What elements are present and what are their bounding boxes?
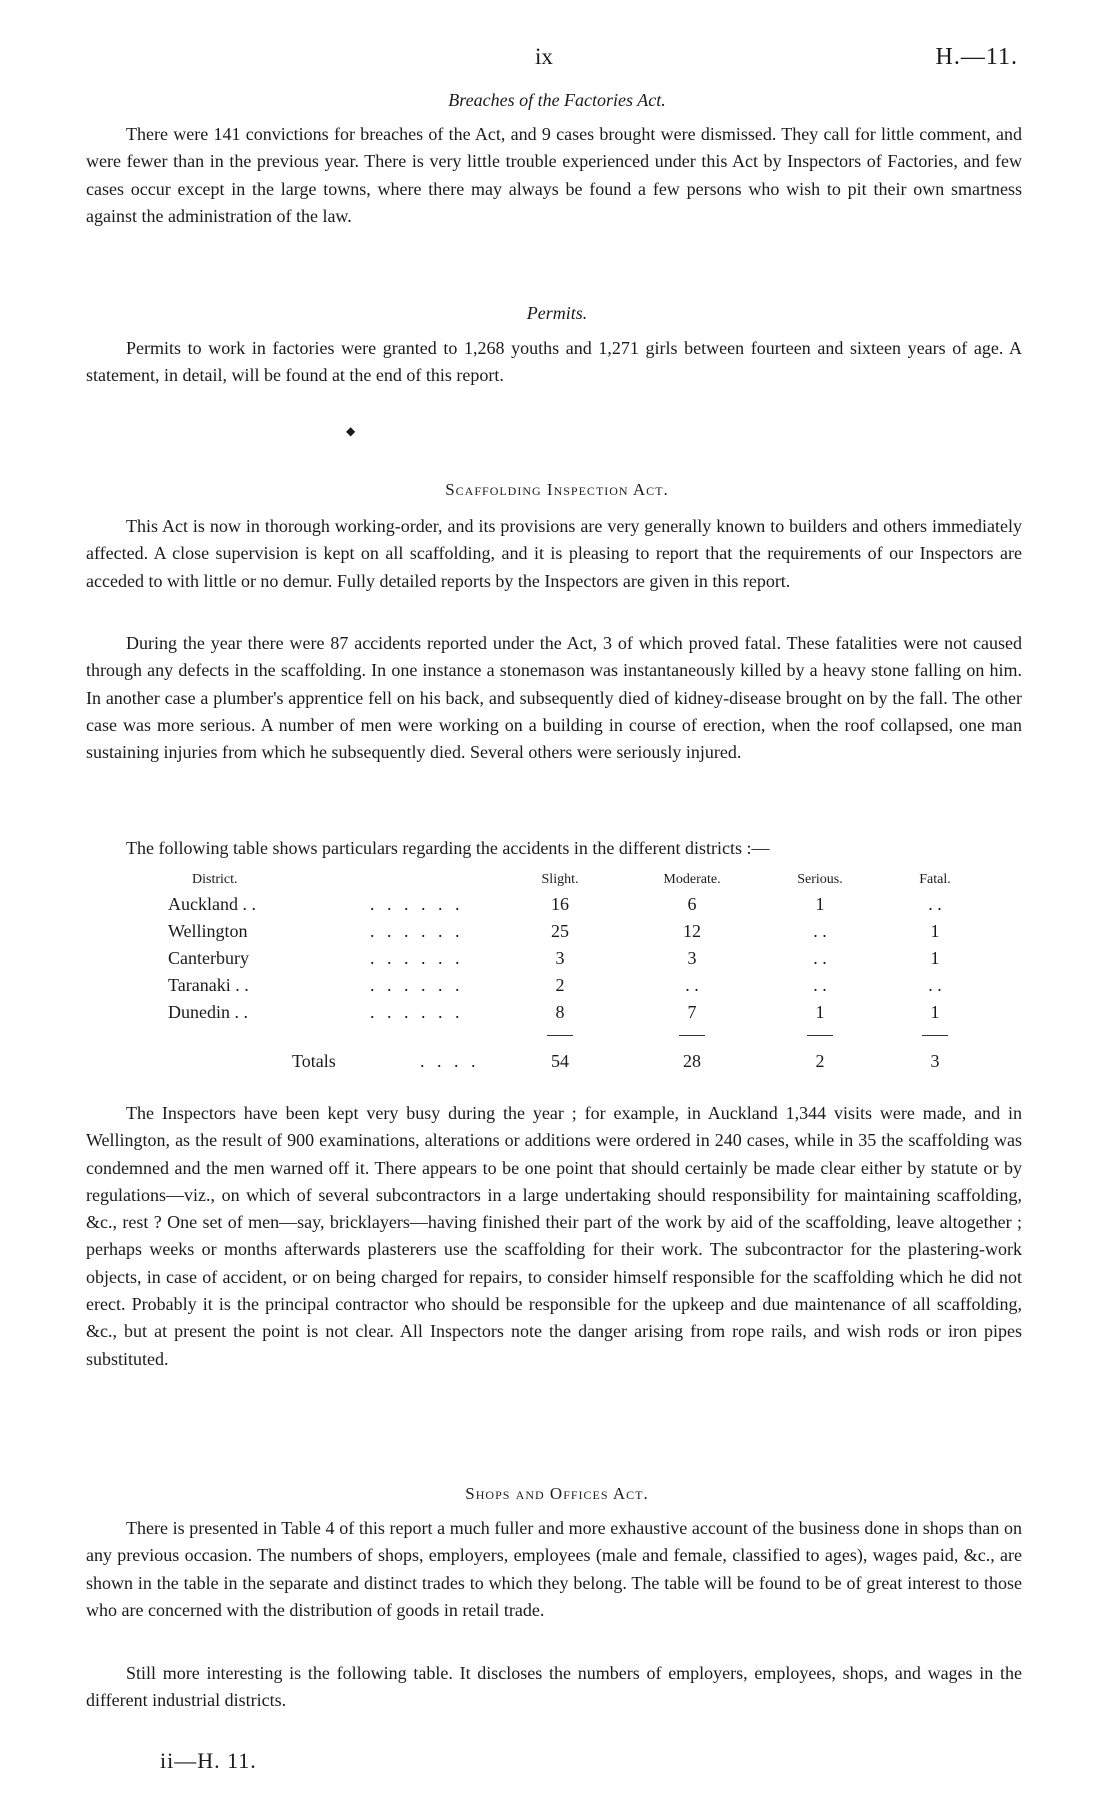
cell-slight: 3 bbox=[555, 948, 565, 968]
totals-row bbox=[120, 1051, 1000, 1078]
cell-district: Auckland . . bbox=[168, 894, 256, 914]
cell-fatal: . . bbox=[928, 975, 942, 995]
paragraph-scaffolding-2 bbox=[86, 630, 1022, 766]
totals-rule-row bbox=[120, 1029, 1000, 1051]
totals-label: Totals bbox=[292, 1051, 336, 1071]
accidents-table bbox=[120, 872, 1000, 1078]
cell-serious: 1 bbox=[815, 894, 825, 914]
table-row bbox=[120, 894, 1000, 921]
paragraph-shops-2 bbox=[86, 1660, 1022, 1715]
rule-slight bbox=[547, 1035, 573, 1036]
cell-district: Wellington bbox=[168, 921, 248, 941]
cell-slight: 2 bbox=[555, 975, 565, 995]
cell-district: Taranaki . . bbox=[168, 975, 249, 995]
rule-serious bbox=[807, 1035, 833, 1036]
cell-serious: . . bbox=[813, 948, 827, 968]
section-heading-breaches: Breaches of the Factories Act. bbox=[448, 90, 666, 110]
table-row bbox=[120, 1002, 1000, 1029]
header-district: District. bbox=[192, 872, 238, 887]
cell-fatal: 1 bbox=[930, 921, 940, 941]
cell-serious: . . bbox=[813, 975, 827, 995]
cell-serious: 1 bbox=[815, 1002, 825, 1022]
dot-leader: . . . . . . bbox=[370, 1002, 464, 1022]
header-fatal: Fatal. bbox=[919, 872, 951, 887]
header-moderate: Moderate. bbox=[663, 872, 721, 887]
total-fatal: 3 bbox=[930, 1051, 940, 1071]
paragraph-scaffolding-3 bbox=[86, 1100, 1022, 1373]
signature-mark: ii—H. 11. bbox=[160, 1748, 257, 1773]
header-serious: Serious. bbox=[797, 872, 843, 887]
table-row bbox=[120, 975, 1000, 1002]
dot-leader: . . . . . . bbox=[370, 894, 464, 914]
paragraph-scaffolding-3-text: The Inspectors have been kept very busy during the year ; for example, in Auckland 1,344 visits were made, and in Wellington, as the result of 900 examinations, alterations or additions were ordered in 240 cases, while in 35 the scaffolding was condemned and the men warned off it. There appears to be one point that should certainly be made clear either by statute or by regulations—viz., on which of several subcontractors in a large undertaking should responsibility for maintaining scaffolding, &c., rest ? One set of men—say, bricklayers—having finished their part of the work by aid of the scaffolding, leave altogether ; perhaps weeks or months afterwards plasterers use the scaffolding for their work. The subcontractor for the plastering-work objects, in case of accident, or on being charged for repairs, to consider himself responsible for the scaffolding which he did not erect. Probably it is the principal contractor who should be responsible for the upkeep and due maintenance of all scaffolding, &c., but at present the point is not clear. All Inspectors note the danger arising from rope rails, and wish rods or iron pipes substituted. bbox=[86, 1103, 1022, 1369]
cell-moderate: 3 bbox=[687, 948, 697, 968]
dot-leader: . . . . bbox=[420, 1051, 480, 1071]
cell-slight: 16 bbox=[551, 894, 569, 914]
cell-fatal: . . bbox=[928, 894, 942, 914]
paragraph-permits bbox=[86, 335, 1022, 390]
section-heading-shops: Shops and Offices Act. bbox=[465, 1484, 649, 1503]
rule-fatal bbox=[922, 1035, 948, 1036]
dot-leader: . . . . . . bbox=[370, 921, 464, 941]
total-slight: 54 bbox=[551, 1051, 569, 1071]
cell-serious: . . bbox=[813, 921, 827, 941]
cell-moderate: . . bbox=[685, 975, 699, 995]
dot-leader: . . . . . . bbox=[370, 975, 464, 995]
paragraph-shops-2-text: Still more interesting is the following table. It discloses the numbers of employers, employees, shops, and wages in the different industrial districts. bbox=[86, 1663, 1022, 1711]
dot-leader: . . . . . . bbox=[370, 948, 464, 968]
document-reference: H.—11. bbox=[935, 44, 1018, 70]
section-heading-scaffolding: Scaffolding Inspection Act. bbox=[445, 480, 669, 499]
section-heading-permits: Permits. bbox=[526, 303, 588, 323]
cell-fatal: 1 bbox=[930, 1002, 940, 1022]
cell-slight: 8 bbox=[555, 1002, 565, 1022]
cell-district: Canterbury bbox=[168, 948, 249, 968]
paragraph-shops-1 bbox=[86, 1515, 1022, 1624]
table-intro bbox=[86, 835, 1022, 862]
cell-moderate: 6 bbox=[687, 894, 697, 914]
paragraph-shops-1-text: There is presented in Table 4 of this report a much fuller and more exhaustive account of the business done in shops than on any previous occasion. The numbers of shops, employers, employees (male and female, classified to ages), wages paid, &c., are shown in the table in the separate and distinct trades to which they belong. The table will be found to be of great interest to those who are concerned with the distribution of goods in retail trade. bbox=[86, 1518, 1022, 1620]
table-intro-text: The following table shows particulars regarding the accidents in the different districts :— bbox=[126, 838, 770, 858]
paragraph-scaffolding-1-text: This Act is now in thorough working-order, and its provisions are very generally known to builders and others immediately affected. A close supervision is kept on all scaffolding, and it is pleasing to report that the requirements of our Inspectors are acceded to with little or no demur. Fully detailed reports by the Inspectors are given in this report. bbox=[86, 516, 1022, 591]
page-number: ix bbox=[535, 44, 553, 69]
cell-moderate: 7 bbox=[687, 1002, 697, 1022]
cell-district: Dunedin . . bbox=[168, 1002, 248, 1022]
table-row bbox=[120, 948, 1000, 975]
total-moderate: 28 bbox=[683, 1051, 701, 1071]
table-row bbox=[120, 921, 1000, 948]
table-header-row bbox=[120, 872, 1000, 894]
total-serious: 2 bbox=[815, 1051, 825, 1071]
cell-moderate: 12 bbox=[683, 921, 701, 941]
rule-moderate bbox=[679, 1035, 705, 1036]
paragraph-breaches bbox=[86, 121, 1022, 230]
paragraph-breaches-text: There were 141 convictions for breaches of the Act, and 9 cases brought were dismissed. They call for little comment, and were fewer than in the previous year. There is very little trouble experienced under this Act by Inspectors of Factories, and few cases occur except in the large towns, where there may always be found a few persons who wish to pit their own smartness against the administration of the law. bbox=[86, 124, 1022, 226]
header-slight: Slight. bbox=[541, 872, 579, 887]
paragraph-scaffolding-1 bbox=[86, 513, 1022, 595]
cell-fatal: 1 bbox=[930, 948, 940, 968]
paragraph-permits-text: Permits to work in factories were granted to 1,268 youths and 1,271 girls between fourteen and sixteen years of age. A statement, in detail, will be found at the end of this report. bbox=[86, 338, 1022, 386]
paragraph-scaffolding-2-text: During the year there were 87 accidents reported under the Act, 3 of which proved fatal. These fatalities were not caused through any defects in the scaffolding. In one instance a stonemason was instantaneously killed by a heavy stone falling on him. In another case a plumber's apprentice fell on his back, and subsequently died of kidney-disease brought on by the fall. The other case was more serious. A number of men were working on a building in course of erection, when the roof collapsed, one man sustaining injuries from which he subsequently died. Several others were seriously injured. bbox=[86, 633, 1022, 763]
stray-mark-icon: ◆ bbox=[346, 424, 356, 438]
cell-slight: 25 bbox=[551, 921, 569, 941]
